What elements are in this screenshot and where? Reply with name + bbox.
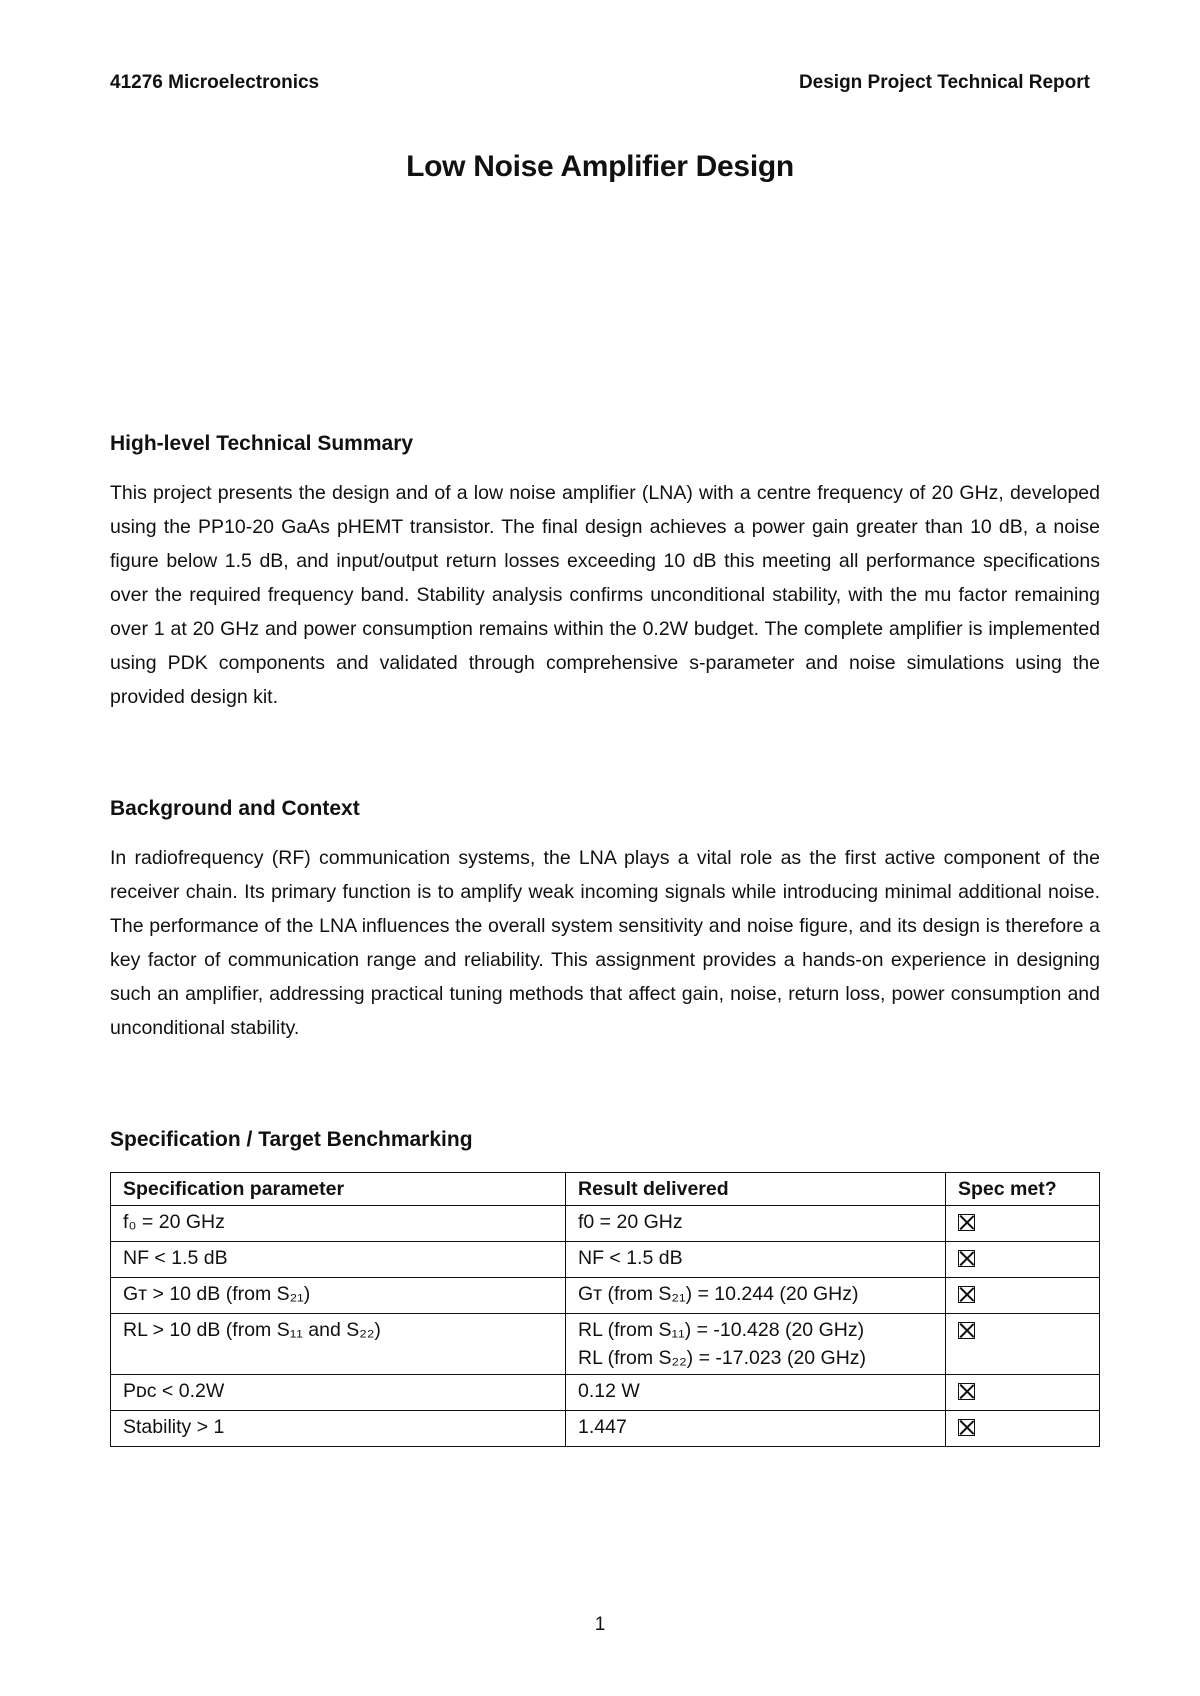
background-paragraph: In radiofrequency (RF) communication systems, the LNA plays a vital role as the first active component of the receiver chain. Its primary function is to amplify weak incoming signals while introducing minimal additional noise. The performance of the LNA influences the overall system sensitivity and noise figure, and its design is therefore a key factor of communication range and reliability. This assignment provides a hands-on experience in designing such an amplifier, addressing practical tuning methods that affect gain, noise, return loss, power consumption and unconditional stability. bbox=[110, 847, 1100, 1039]
result-line-s11: RL (from S₁₁) = -10.428 (20 GHz) bbox=[578, 1319, 865, 1341]
result-cell: f0 = 20 GHz bbox=[566, 1206, 946, 1242]
met-cell bbox=[946, 1411, 1100, 1447]
spec-section bbox=[110, 1128, 1100, 1447]
report-type: Design Project Technical Report bbox=[798, 72, 1090, 93]
param-cell: f₀ = 20 GHz bbox=[111, 1206, 566, 1242]
summary-paragraph: This project presents the design and of a low noise amplifier (LNA) with a centre frequency of 20 GHz, developed using the PP10-20 GaAs pHEMT transistor. The final design achieves a power gain greater than 10 dB, a noise figure below 1.5 dB, and input/output return losses exceeding 10 dB this meeting all performance specifications over the required frequency band. Stability analysis confirms unconditional stability, with the mu factor remaining over 1 at 20 GHz and power consumption remains within the 0.2W budget. The complete amplifier is implemented using PDK components and validated through comprehensive s-parameter and noise simulations using the provided design kit. bbox=[110, 482, 1100, 708]
met-cell bbox=[946, 1278, 1100, 1314]
running-header bbox=[110, 72, 1090, 94]
table-row bbox=[111, 1242, 1100, 1278]
summary-section bbox=[110, 432, 1100, 714]
table-row bbox=[111, 1314, 1100, 1375]
result-cell: NF < 1.5 dB bbox=[566, 1242, 946, 1278]
document-title: Low Noise Amplifier Design bbox=[406, 150, 794, 183]
table-row bbox=[111, 1375, 1100, 1411]
table-row bbox=[111, 1411, 1100, 1447]
param-cell: Stability > 1 bbox=[111, 1411, 566, 1447]
checked-box-icon bbox=[958, 1250, 975, 1267]
param-cell: NF < 1.5 dB bbox=[111, 1242, 566, 1278]
table-row bbox=[111, 1206, 1100, 1242]
met-cell bbox=[946, 1375, 1100, 1411]
summary-heading: High-level Technical Summary bbox=[110, 432, 414, 455]
spec-table-header-row bbox=[111, 1173, 1100, 1206]
param-cell: RL > 10 dB (from S₁₁ and S₂₂) bbox=[111, 1314, 566, 1375]
background-section bbox=[110, 797, 1100, 1045]
column-header-parameter: Specification parameter bbox=[111, 1173, 566, 1206]
checked-box-icon bbox=[958, 1383, 975, 1400]
result-line-s22: RL (from S₂₂) = -17.023 (20 GHz) bbox=[578, 1347, 867, 1369]
met-cell bbox=[946, 1314, 1100, 1375]
table-row bbox=[111, 1278, 1100, 1314]
checked-box-icon bbox=[958, 1286, 975, 1303]
param-cell: Pᴅᴄ < 0.2W bbox=[111, 1375, 566, 1411]
course-code: 41276 Microelectronics bbox=[110, 72, 320, 93]
column-header-result: Result delivered bbox=[566, 1173, 946, 1206]
met-cell bbox=[946, 1242, 1100, 1278]
result-cell: 1.447 bbox=[566, 1411, 946, 1447]
result-cell: 0.12 W bbox=[566, 1375, 946, 1411]
result-cell: Gᴛ (from S₂₁) = 10.244 (20 GHz) bbox=[566, 1278, 946, 1314]
checked-box-icon bbox=[958, 1419, 975, 1436]
met-cell bbox=[946, 1206, 1100, 1242]
result-cell bbox=[566, 1314, 946, 1375]
spec-heading: Specification / Target Benchmarking bbox=[110, 1128, 473, 1151]
param-cell: Gᴛ > 10 dB (from S₂₁) bbox=[111, 1278, 566, 1314]
checked-box-icon bbox=[958, 1322, 975, 1339]
spec-table bbox=[110, 1172, 1100, 1447]
background-heading: Background and Context bbox=[110, 797, 360, 820]
page-number: 1 bbox=[594, 1614, 606, 1635]
checked-box-icon bbox=[958, 1214, 975, 1231]
column-header-met: Spec met? bbox=[946, 1173, 1100, 1206]
